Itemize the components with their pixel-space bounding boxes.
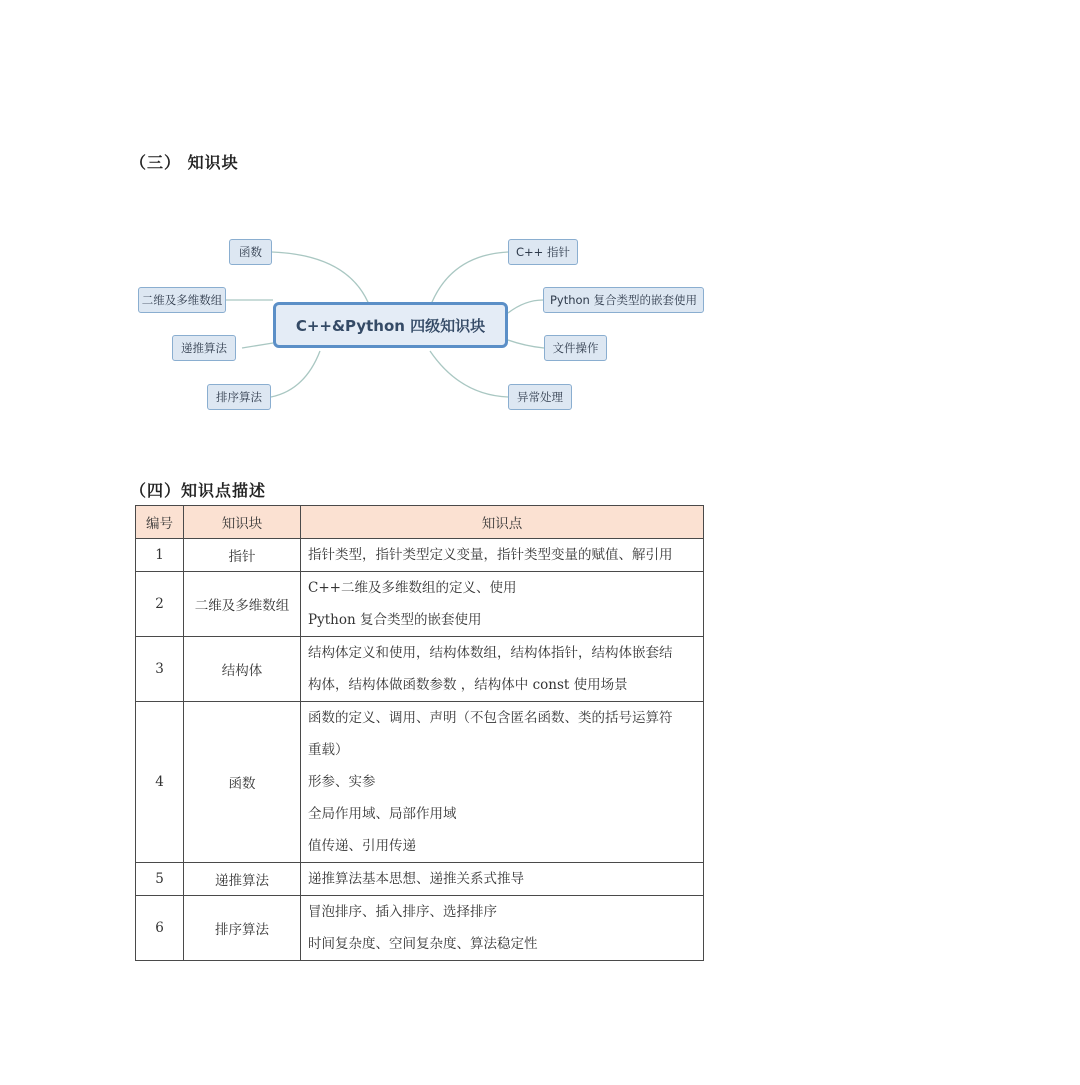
- row-number: 4: [136, 702, 184, 863]
- mind-map-node-sorting-algorithm: 排序算法: [207, 384, 271, 410]
- table-row: [136, 637, 704, 702]
- header-knowledge-points: 知识点: [301, 506, 704, 539]
- row-number: 2: [136, 572, 184, 637]
- table-header-row: [136, 506, 704, 539]
- mind-map-node-cpp-pointer: C++ 指针: [508, 239, 578, 265]
- row-knowledge-block: 函数: [184, 702, 301, 863]
- section-heading-knowledge-points: （四）知识点描述: [130, 481, 267, 500]
- mind-map-node-multidim-arrays: 二维及多维数组: [138, 287, 226, 313]
- table-row: [136, 572, 704, 637]
- knowledge-point-line: 指针类型，指针类型定义变量，指针类型变量的赋值、解引用: [308, 547, 673, 563]
- knowledge-points-table: [135, 505, 704, 961]
- knowledge-point-line: 函数的定义、调用、声明（不包含匿名函数、类的括号运算符: [308, 710, 673, 726]
- row-knowledge-points: [301, 863, 704, 896]
- header-knowledge-block: 知识块: [184, 506, 301, 539]
- row-knowledge-points: [301, 539, 704, 572]
- row-number: 1: [136, 539, 184, 572]
- mind-map: [130, 225, 730, 425]
- knowledge-point-line: 形参、实参: [308, 774, 376, 790]
- table-row: [136, 539, 704, 572]
- section-heading-knowledge-blocks: （三） 知识块: [130, 153, 239, 172]
- row-knowledge-block: 递推算法: [184, 863, 301, 896]
- knowledge-point-line: 值传递、引用传递: [308, 838, 416, 854]
- knowledge-point-line: 递推算法基本思想、递推关系式推导: [308, 871, 524, 887]
- connector-file-ops: [508, 340, 544, 348]
- table-row: [136, 896, 704, 961]
- row-number: 5: [136, 863, 184, 896]
- mind-map-center-node: C++&Python 四级知识块: [273, 302, 508, 348]
- row-knowledge-block: 排序算法: [184, 896, 301, 961]
- table-row: [136, 863, 704, 896]
- connector-exceptions: [430, 351, 508, 397]
- header-number: 编号: [136, 506, 184, 539]
- knowledge-point-line: 时间复杂度、空间复杂度、算法稳定性: [308, 936, 538, 952]
- knowledge-point-line: 全局作用域、局部作用域: [308, 806, 457, 822]
- mind-map-node-exception-handling: 异常处理: [508, 384, 572, 410]
- row-knowledge-block: 结构体: [184, 637, 301, 702]
- knowledge-point-line: 重载）: [308, 742, 349, 758]
- mind-map-node-recursion-algorithm: 递推算法: [172, 335, 236, 361]
- knowledge-point-line: 冒泡排序、插入排序、选择排序: [308, 904, 497, 920]
- row-knowledge-block: 二维及多维数组: [184, 572, 301, 637]
- mind-map-node-file-operations: 文件操作: [544, 335, 607, 361]
- knowledge-point-line: Python 复合类型的嵌套使用: [308, 612, 482, 628]
- row-knowledge-block: 指针: [184, 539, 301, 572]
- row-knowledge-points: [301, 702, 704, 863]
- table-row: [136, 702, 704, 863]
- mind-map-node-functions: 函数: [229, 239, 272, 265]
- knowledge-point-line: C++二维及多维数组的定义、使用: [308, 580, 517, 596]
- row-knowledge-points: [301, 896, 704, 961]
- knowledge-point-line: 构体，结构体做函数参数 ，结构体中 const 使用场景: [308, 677, 628, 693]
- connector-python-nesting: [508, 300, 543, 313]
- row-number: 3: [136, 637, 184, 702]
- mind-map-node-python-nesting: Python 复合类型的嵌套使用: [543, 287, 704, 313]
- connector-recursion: [242, 343, 273, 348]
- connector-pointer: [430, 252, 508, 307]
- knowledge-point-line: 结构体定义和使用，结构体数组，结构体指针，结构体嵌套结: [308, 645, 673, 661]
- connector-functions: [272, 252, 370, 307]
- row-number: 6: [136, 896, 184, 961]
- connector-sorting: [271, 351, 320, 397]
- row-knowledge-points: [301, 637, 704, 702]
- row-knowledge-points: [301, 572, 704, 637]
